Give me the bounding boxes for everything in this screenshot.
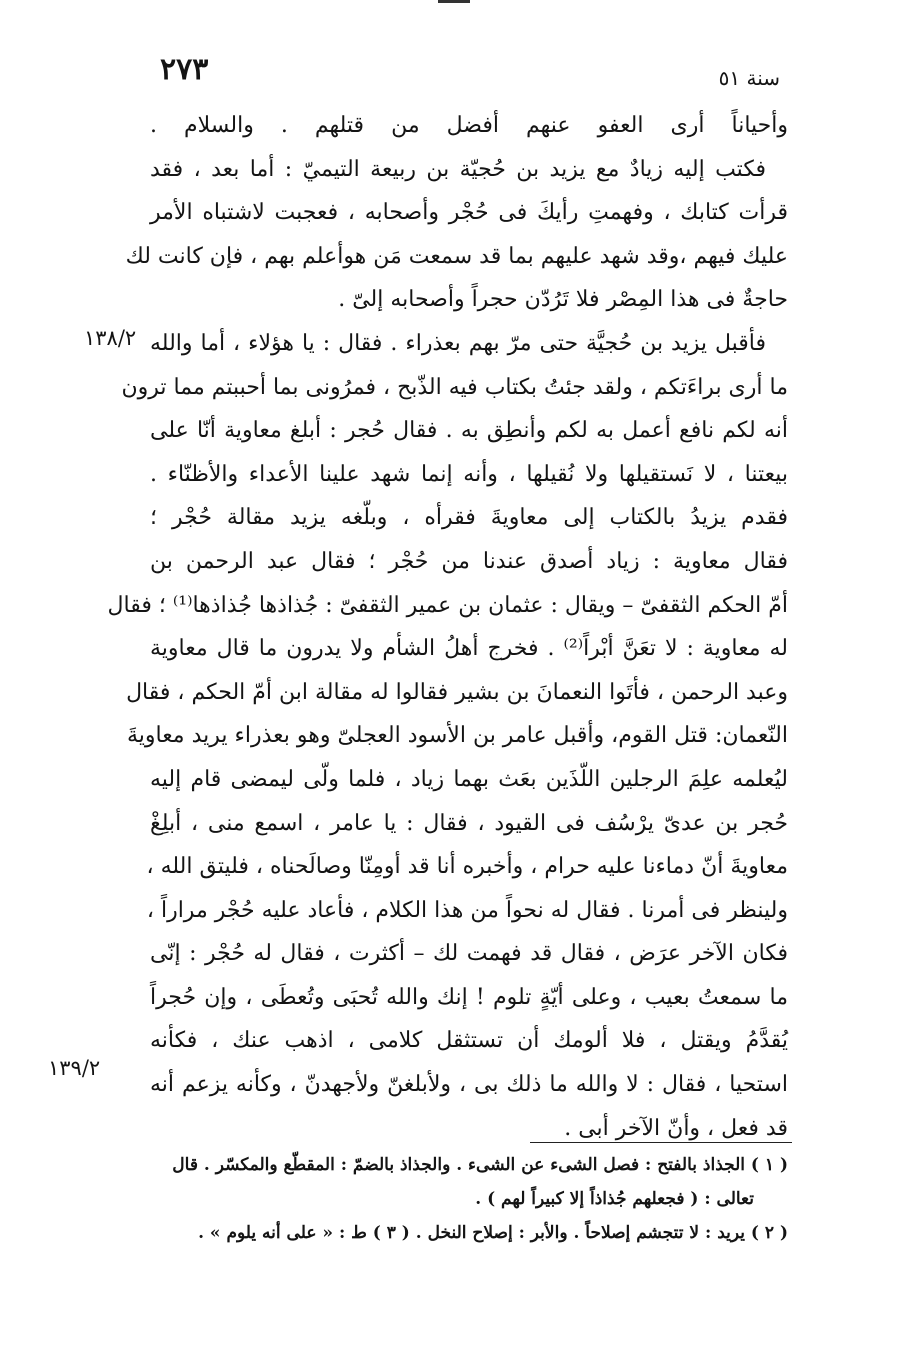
text-line: يُقدَّمُ ويقتل ، فلا ألومك أن تستثقل كلامى ، اذهب عنك ، فكأنه xyxy=(150,1028,788,1054)
footnote-divider xyxy=(530,1142,792,1143)
text-line: قد فعل ، وأنّ الآخر أبى . xyxy=(564,1115,788,1141)
running-head: سنة ٥١ xyxy=(718,66,780,90)
text-line: له معاوية : لا تعَنَّ أبْراً⁽²⁾ . فخرج أهلُ الشأم ولا يدرون ما قال معاوية xyxy=(150,636,788,662)
footnote-line: ( ١ ) الجذاذ بالفتح : فصل الشىء عن الشىء . والجذاذ بالضمّ : المقطّع والمكسّر . قال xyxy=(172,1155,788,1175)
text-line: فكان الآخر عرَض ، فقال قد فهمت لك – أكثرت ، فقال له حُجْر : إنّى xyxy=(150,941,788,967)
text-line: فكتب إليه زيادٌ مع يزيد بن حُجيّة بن ربيعة التيميّ : أما بعد ، فقد xyxy=(150,156,766,182)
text-line: فقدم يزيدُ بالكتاب إلى معاويةَ فقرأه ، وبلّغه يزيد مقالة حُجْر ؛ xyxy=(150,505,788,531)
text-line: حُجر بن عدىّ يرْسُف فى القيود ، فقال : يا عامر ، اسمع منى ، أبلِغْ xyxy=(150,810,788,836)
footnotes xyxy=(110,1148,788,1250)
text-line: استحيا ، فقال : لا والله ما ذلك بى ، ولأبلغنّ ولأجهدنّ ، وكأنه يزعم أنه xyxy=(150,1072,788,1098)
footnote-line: تعالى : ( فجعلهم جُذاذاً إلا كبيراً لهم ) . xyxy=(475,1189,754,1209)
text-line: أنه لكم نافع أعمل به لكم وأنطِق به . فقال حُجر : أبلغ معاوية أنّا على xyxy=(150,418,788,444)
text-line: وعبد الرحمن ، فأتَوا النعمانَ بن بشير فقالوا له مقالة ابن أمّ الحكم ، فقال xyxy=(126,679,788,705)
text-line: ما أرى براءَتكم ، ولقد جئتُ بكتاب فيه الذّبح ، فمرُونى بما أحببتم مما ترون xyxy=(121,374,788,400)
text-line: عليك فيهم ،وقد شهد عليهم بما قد سمعت مَن هوأعلم بهم ، فإن كانت لك xyxy=(125,243,788,269)
text-line: معاويةَ أنّ دماءنا عليه حرام ، وأخبره أنا قد أومِنّا وصالَحناه ، فليتق الله ، xyxy=(146,854,788,880)
text-line: حاجةٌ فى هذا المِصْر فلا تَرُدّن حجراً وأصحابه إلىّ . xyxy=(338,287,788,313)
text-line: فقال معاوية : زياد أصدق عندنا من حُجْر ؛ فقال عبد الرحمن بن xyxy=(150,548,788,574)
text-line: النّعمان: قتل القوم، وأقبل عامر بن الأسود العجلىّ وهو بعذراء يريد معاويةَ xyxy=(126,723,788,749)
footnote-line: ( ٢ ) يريد : لا تتجشم إصلاحاً . والأبر : إصلاح النخل . ( ٣ ) ط : « على أنه يلوم » . xyxy=(198,1223,788,1243)
top-mark xyxy=(438,0,470,3)
margin-reference: ١٣٩/٢ xyxy=(48,1056,101,1080)
page-number: ٢٧٣ xyxy=(160,52,209,87)
text-line: بيعتنا ، لا نَستقيلها ولا نُقيلها ، وأنه إنما شهد علينا الأعداء والأظنّاء . xyxy=(150,461,788,487)
text-line: أمّ الحكم الثقفىّ – ويقال : عثمان بن عمير الثقفىّ : جُذاذها جُذاذها⁽¹⁾ ؛ فقال xyxy=(107,592,788,618)
text-line: ما سمعتُ بعيب ، وعلى أيّةٍ تلوم ! إنك والله تُحبَى وتُعطَى ، وإن حُجراً xyxy=(150,984,788,1010)
margin-reference: ١٣٨/٢ xyxy=(84,326,137,350)
text-line: وأحياناً أرى العفو عنهم أفضل من قتلهم . والسلام . xyxy=(150,113,788,138)
text-line: قرأت كتابك ، وفهمتِ رأيكَ فى حُجْر وأصحابه ، فعجبت لاشتباه الأمر xyxy=(150,200,788,226)
text-line: فأقبل يزيد بن حُجيَّة حتى مرّ بهم بعذراء . فقال : يا هؤلاء ، أما والله xyxy=(150,330,766,356)
text-line: ولينظر فى أمرنا . فقال له نحواً من هذا الكلام ، فأعاد عليه حُجْر مراراً ، xyxy=(146,897,788,923)
text-line: ليُعلمه علِمَ الرجلين اللّذَين بعَث بهما زياد ، فلما ولّى ليمضى قام إليه xyxy=(150,766,788,792)
